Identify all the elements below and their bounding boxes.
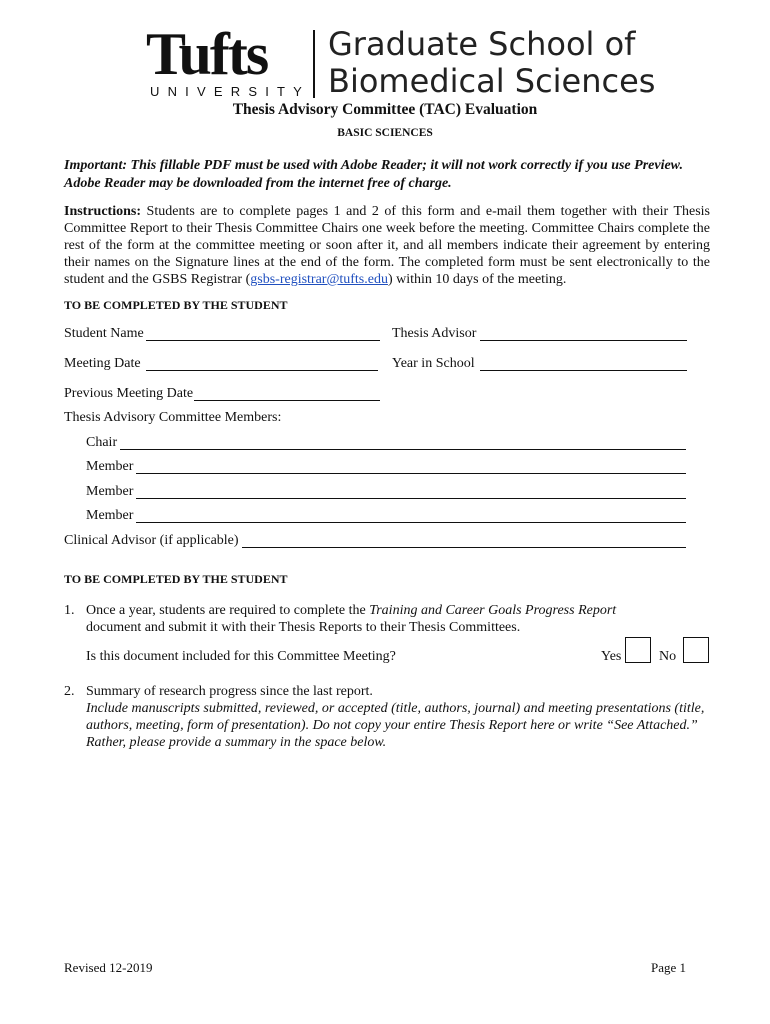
meeting-date-label: Meeting Date (64, 356, 141, 371)
committee-members-label: Thesis Advisory Committee Members: (64, 410, 282, 425)
meeting-date-field[interactable] (146, 370, 378, 371)
yes-label: Yes (601, 649, 622, 664)
instructions-text: Students are to complete pages 1 and 2 of this form and e-mail them together with their Thesis Committee Report to their Thesis Committee Chairs one week before the meeting. Committee Chairs complete the rest of the form at the committee meeting or soon after it, and all members indicate their agreement by entering their names on the Signature lines at the end of the form. The completed form must be sent electronically to the student and the GSBS Registrar ( (64, 204, 710, 287)
form-subtitle: BASIC SCIENCES (337, 127, 433, 139)
section-heading-student-progress: TO BE COMPLETED BY THE STUDENT (64, 572, 288, 586)
member-field[interactable] (136, 473, 686, 474)
thesis-advisor-label: Thesis Advisor (392, 326, 477, 341)
logo-divider (313, 30, 315, 98)
school-name-line1: Graduate School of (328, 25, 636, 63)
question-1-text-end: document and submit it with their Thesis Reports to their Thesis Committees. (86, 620, 521, 635)
thesis-advisor-field[interactable] (480, 340, 687, 341)
tufts-wordmark-logo: Tufts (146, 21, 268, 87)
revision-date: Revised 12-2019 (64, 960, 153, 975)
member-label: Member (86, 508, 134, 523)
section-heading-student-info: TO BE COMPLETED BY THE STUDENT (64, 298, 288, 312)
registrar-email-link[interactable]: gsbs-registrar@tufts.edu (250, 272, 388, 287)
no-label: No (659, 649, 677, 664)
previous-meeting-date-field[interactable] (194, 400, 380, 401)
member-label: Member (86, 484, 134, 499)
student-name-field[interactable] (146, 340, 380, 341)
previous-meeting-date-label: Previous Meeting Date (64, 386, 194, 401)
question-2-instructions: Include manuscripts submitted, reviewed, or accepted (title, authors, journal) and meeting presentations (title, authors, meeting, form of presentation). Do not copy your entire Thesis Report here or write “See Attached.” Rather, please provide a summary in the space below. (86, 701, 705, 750)
chair-field[interactable] (120, 449, 686, 450)
progress-report-title: Training and Career Goals Progress Report (369, 603, 617, 618)
student-name-label: Student Name (64, 326, 144, 341)
yes-checkbox[interactable] (625, 637, 651, 663)
instructions-label: Instructions: (64, 204, 142, 219)
research-summary-area[interactable] (86, 756, 706, 946)
question-1-number: 1. (64, 603, 75, 618)
clinical-advisor-field[interactable] (242, 547, 686, 548)
instructions-text-end: ) within 10 days of the meeting. (387, 272, 567, 287)
no-checkbox[interactable] (683, 637, 709, 663)
tufts-university-logo-text: UNIVERSITY (150, 84, 311, 99)
chair-label: Chair (86, 435, 118, 450)
instructions-paragraph (64, 203, 710, 288)
year-in-school-field[interactable] (480, 370, 687, 371)
member-field[interactable] (136, 522, 686, 523)
question-2-number: 2. (64, 684, 75, 699)
question-1-text (86, 602, 706, 636)
form-title: Thesis Advisory Committee (TAC) Evaluation (232, 101, 538, 118)
school-name (328, 26, 655, 100)
question-2-text: Summary of research progress since the last report. (86, 684, 373, 699)
member-field[interactable] (136, 498, 686, 499)
member-label: Member (86, 459, 134, 474)
question-1-text-start: Once a year, students are required to complete the (86, 603, 370, 618)
important-note: Important: This fillable PDF must be used with Adobe Reader; it will not work correctly if you use Preview. Adobe Reader may be downloaded from the internet free of charge. (64, 158, 683, 191)
clinical-advisor-label: Clinical Advisor (if applicable) (64, 533, 239, 548)
question-1-prompt: Is this document included for this Committee Meeting? (86, 649, 396, 664)
year-in-school-label: Year in School (392, 356, 475, 371)
page-number: Page 1 (651, 960, 687, 975)
school-name-line2: Biomedical Sciences (328, 62, 656, 100)
